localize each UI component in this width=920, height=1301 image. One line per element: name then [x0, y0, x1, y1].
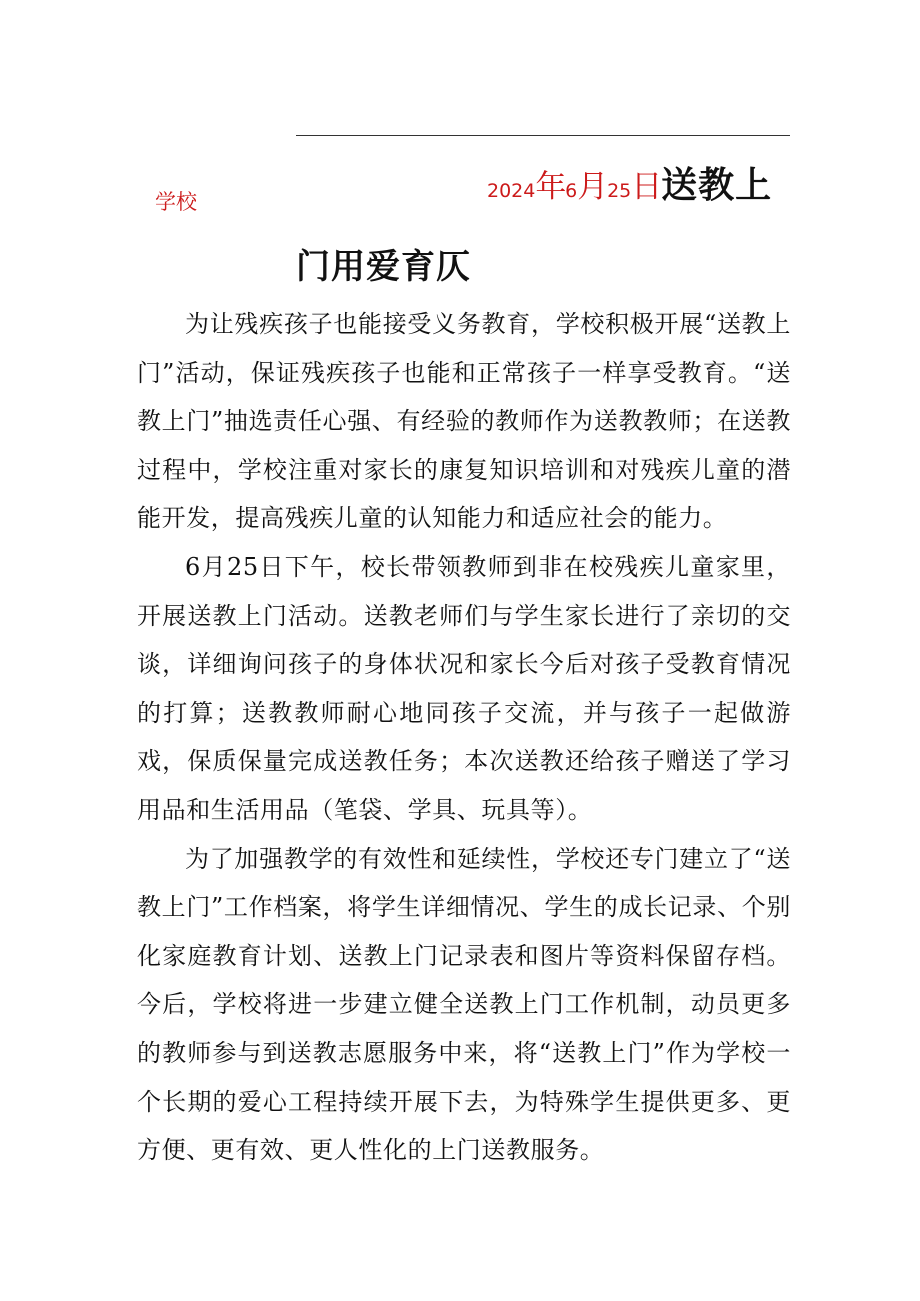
- school-label: 学校: [155, 190, 197, 214]
- title-year-char: 年: [535, 169, 566, 205]
- article-body: [137, 300, 791, 1175]
- document-title-line-2: 门用爱育仄: [296, 247, 471, 287]
- title-month: 6: [565, 180, 578, 202]
- title-year: 2024: [487, 180, 536, 202]
- title-day: 25: [607, 180, 632, 202]
- title-day-char: 日: [631, 169, 662, 205]
- paragraph-2: 6月25日下午，校长带领教师到非在校残疾儿童家里，开展送教上门活动。送教老师们与学生家长进行了亲切的交谈，详细询问孩子的身体状况和家长今后对孩子受教育情况的打算；送教教师耐心地同孩子交流，并与孩子一起做游戏，保质保量完成送教任务；本次送教还给孩子赠送了学习用品和生活用品（笔袋、学具、玩具等）。: [137, 552, 791, 824]
- paragraph-3: 为了加强教学的有效性和延续性，学校还专门建立了“送教上门”工作档案，将学生详细情况、学生的成长记录、个别化家庭教育计划、送教上门记录表和图片等资料保留存档。今后，学校将进一步建立健全送教上门工作机制，动员更多的教师参与到送教志愿服务中来，将“送教上门”作为学校一个长期的爱心工程持续开展下去，为特殊学生提供更多、更方便、更有效、更人性化的上门送教服务。: [137, 844, 791, 1165]
- document-title-line-1: [487, 165, 773, 206]
- header-rule: [296, 135, 790, 136]
- paragraph-1: 为让残疾孩子也能接受义务教育，学校积极开展“送教上门”活动，保证残疾孩子也能和正常孩子一样享受教育。“送教上门”抽选责任心强、有经验的教师作为送教教师；在送教过程中，学校注重对家长的康复知识培训和对残疾儿童的潜能开发，提高残疾儿童的认知能力和适应社会的能力。: [137, 310, 791, 533]
- title-month-char: 月: [577, 169, 608, 205]
- title-rest: 送教上: [661, 165, 773, 206]
- title-date: [487, 169, 661, 205]
